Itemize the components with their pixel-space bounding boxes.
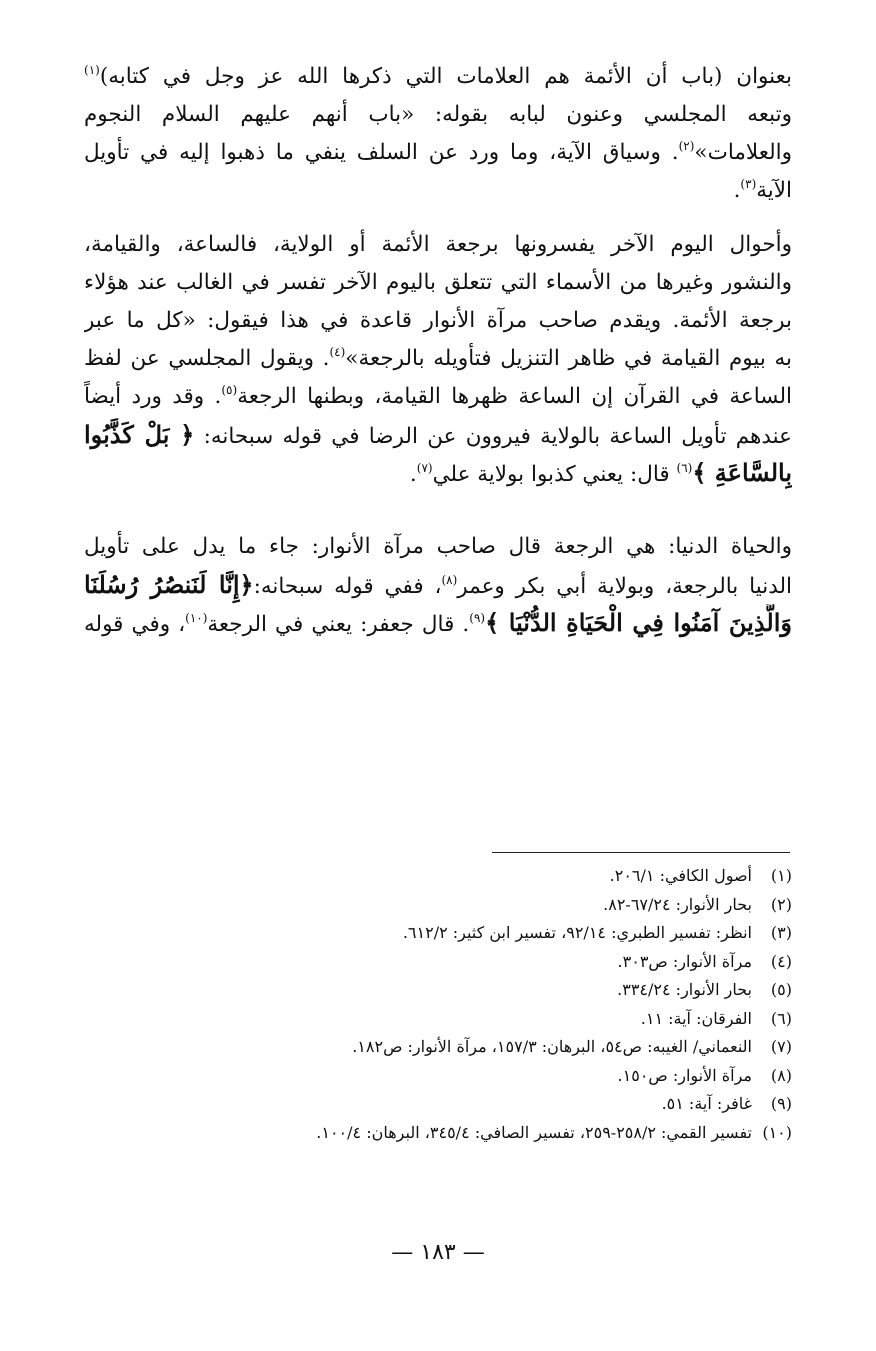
- footnote-number: (٨): [770, 1065, 792, 1085]
- footnote-number: (٧): [770, 1037, 792, 1056]
- footnote-ref: (١٠): [185, 611, 208, 625]
- text-line: الساعة في القرآن إن الساعة ظهرها القيامة، وبطنها الرجعة$^{(٥)}$. وقد ورد أيضاً: [84, 383, 792, 409]
- footnote-ref: (١): [84, 63, 100, 77]
- footnote-number: (١): [770, 866, 792, 885]
- quran-verse: وَالَّذِينَ آمَنُوا فِي الْحَيَاةِ الدُّنْيَا ﴾: [485, 608, 792, 637]
- footnote-text: مرآة الأنوار: ص٣٠٣.: [617, 951, 752, 971]
- text-line: وأحوال اليوم الآخر يفسرونها برجعة الأئمة أو الولاية، فالساعة، والقيامة،: [84, 232, 792, 257]
- footnote-number: (٦): [770, 1008, 792, 1028]
- text-line: برجعة الأئمة. ويقدم صاحب مرآة الأنوار قاعدة في هذا فيقول: «كل ما عبر: [84, 308, 792, 333]
- footnote-text: النعماني/ الغيبه: ص٥٤، البرهان: ١٥٧/٣، مرآة الأنوار: ص١٨٢.: [352, 1037, 752, 1056]
- quran-verse: ﴿ بَلْ كَذَّبُوا: [84, 420, 195, 449]
- text-line: به بيوم القيامة في ظاهر التنزيل فتأويله بالرجعة»$^{(٤)}$. ويقول المجلسي عن لفظ: [84, 345, 792, 371]
- footnote-ref: (٢): [678, 139, 695, 153]
- footnote-item: [84, 919, 792, 948]
- footnote-text: غافر: آية: ٥١.: [661, 1094, 752, 1113]
- footnote-number: (١٠): [762, 1122, 792, 1142]
- footnote-ref: (٣): [740, 177, 757, 191]
- footnote-text: تفسير القمي: ٢٥٨/٢-٢٥٩، تفسير الصافي: ٣٤٥/٤، البرهان: ١٠٠/٤.: [316, 1122, 752, 1142]
- footnotes: [84, 862, 792, 1147]
- page-number: — ١٨٣ —: [391, 1240, 485, 1265]
- text-line: بعنوان (باب أن الأئمة هم العلامات التي ذكرها الله عز وجل في كتابه)$^{(١)}$: [84, 63, 792, 89]
- text-line: الدنيا بالرجعة، وبولاية أبي بكر وعمر$^{(٨)}$، ففي قوله سبحانه:﴿إِنَّا لَنَنصُرُ رُسُلَنَا: [84, 570, 792, 599]
- paragraph-2: [84, 226, 792, 492]
- footnote-item: [84, 976, 792, 1005]
- footnote-item: [84, 1090, 792, 1119]
- text-line: بِالسَّاعَةِ ﴾$^{(٦)}$ قال: يعني كذبوا بولاية علي$^{(٧)}$.: [409, 458, 792, 487]
- footnote-text: بحار الأنوار: ٣٣٤/٢٤.: [617, 980, 752, 999]
- quran-verse: ﴿إِنَّا لَنَنصُرُ رُسُلَنَا: [84, 570, 254, 599]
- footnote-item: [84, 862, 792, 891]
- footnote-item: [84, 948, 792, 977]
- footnote-number: (٩): [770, 1094, 792, 1113]
- paragraph-1: [84, 58, 792, 210]
- footnote-ref: (٧): [416, 461, 433, 475]
- text-line: وَالَّذِينَ آمَنُوا فِي الْحَيَاةِ الدُّنْيَا ﴾$^{(٩)}$. قال جعفر: يعني في الرجعة$^{(١٠)}$، وفي قوله: [84, 608, 792, 637]
- footnote-ref: (٨): [441, 573, 458, 587]
- paragraph-3: [84, 528, 792, 642]
- footnote-number: (٢): [770, 894, 792, 914]
- footnote-divider: [492, 852, 790, 853]
- footnote-number: (٣): [770, 923, 792, 942]
- footnote-text: بحار الأنوار: ٦٧/٢٤-٨٢.: [603, 894, 752, 914]
- footnote-number: (٥): [770, 980, 792, 999]
- footnote-item: [84, 1005, 792, 1034]
- footnote-ref: (٥): [221, 383, 238, 397]
- footnote-ref: (٦): [676, 461, 693, 475]
- footnote-item: [84, 1119, 792, 1148]
- footnote-item: [84, 891, 792, 920]
- footnote-text: انظر: تفسير الطبري: ٩٢/١٤، تفسير ابن كثير: ٦١٢/٢.: [402, 923, 752, 942]
- footnote-text: أصول الكافي: ٢٠٦/١.: [609, 866, 752, 885]
- footnote-item: [84, 1062, 792, 1091]
- text-line: والعلامات»$^{(٢)}$. وسياق الآية، وما ورد عن السلف ينفي ما ذهبوا إليه في تأويل: [84, 139, 792, 165]
- text-line: الآية$^{(٣)}$.: [733, 177, 792, 203]
- footnote-item: [84, 1033, 792, 1062]
- text-line: والنشور وغيرها من الأسماء التي تتعلق باليوم الآخر تفسر في الغالب عند هؤلاء: [84, 270, 792, 295]
- footnote-text: الفرقان: آية: ١١.: [640, 1008, 752, 1028]
- text-line: وتبعه المجلسي وعنون لبابه بقوله: «باب أنهم عليهم السلام النجوم: [84, 102, 792, 127]
- main-text: [84, 58, 792, 642]
- footnote-text: مرآة الأنوار: ص١٥٠.: [617, 1065, 752, 1085]
- footnote-ref: (٤): [329, 345, 346, 359]
- quran-verse: بِالسَّاعَةِ ﴾: [692, 458, 792, 487]
- footnote-ref: (٩): [469, 611, 486, 625]
- text-line: والحياة الدنيا: هي الرجعة قال صاحب مرآة الأنوار: جاء ما يدل على تأويل: [84, 534, 792, 559]
- footnote-number: (٤): [770, 951, 792, 971]
- text-line: عندهم تأويل الساعة بالولاية فيروون عن الرضا في قوله سبحانه: ﴿ بَلْ كَذَّبُوا: [84, 420, 792, 449]
